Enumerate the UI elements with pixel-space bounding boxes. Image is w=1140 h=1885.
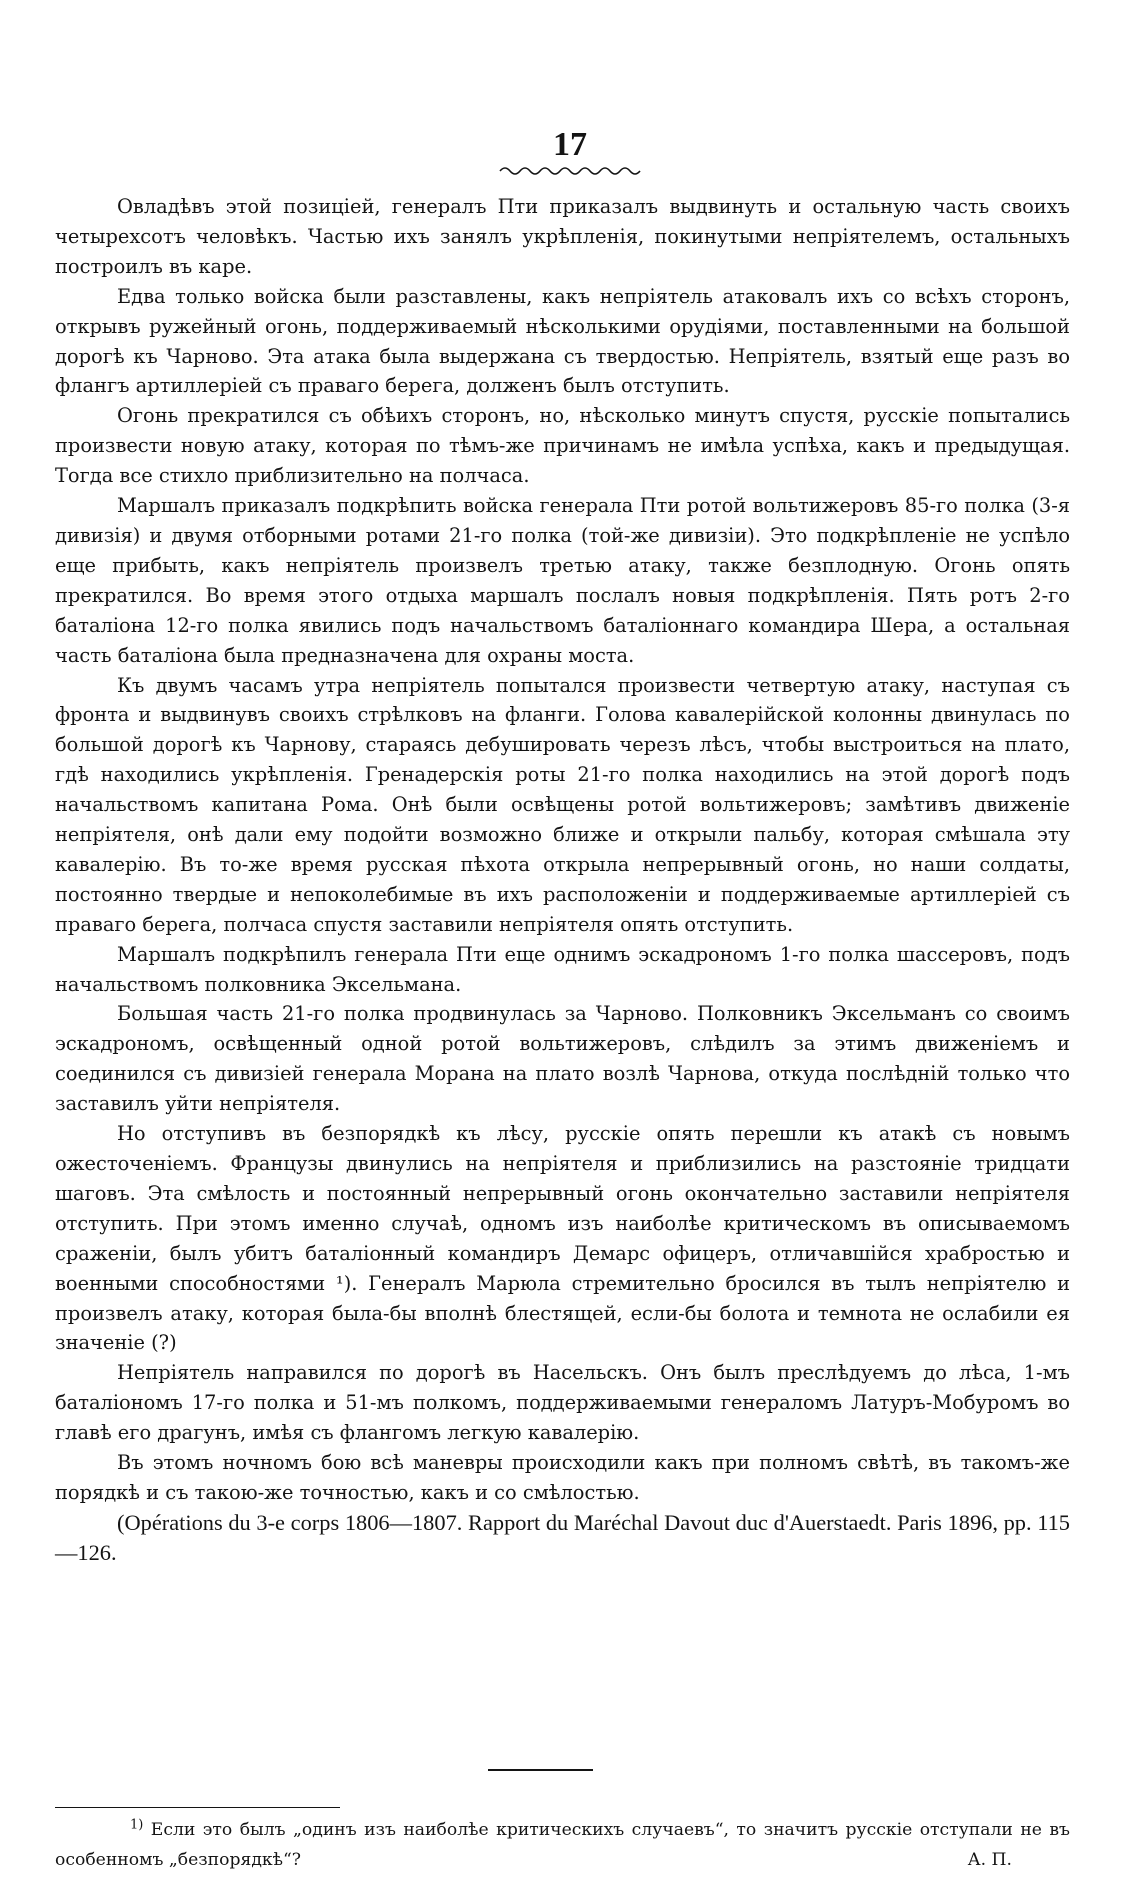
paragraph: Овладѣвъ этой позиціей, генералъ Пти приказалъ выдвинуть и остальную часть своихъ четырехсотъ человѣкъ. Частью ихъ занялъ укрѣпленія, покинутыми непріятелемъ, остальныхъ построилъ въ каре. (55, 195, 1070, 278)
footnote-marker: 1) (130, 1817, 144, 1833)
paragraph: Непріятель направился по дорогѣ въ Насельскъ. Онъ былъ преслѣдуемъ до лѣса, 1-мъ баталіономъ 17-го полка и 51-мъ полкомъ, поддерживаемыми генераломъ Латуръ-Мобуромъ во главѣ его драгунъ, имѣя съ флангомъ легкую кавалерію. (55, 1361, 1070, 1445)
paragraph: Огонь прекратился съ обѣихъ сторонъ, но, нѣсколько минутъ спустя, русскіе попытались произвести новую атаку, которая по тѣмъ-же причинамъ не имѣла успѣха, какъ и предыдущая. Тогда все стихло приблизительно на полчаса. (55, 404, 1070, 488)
paragraph: Къ двумъ часамъ утра непріятель попытался произвести четвертую атаку, наступая съ фронта и выдвинувъ своихъ стрѣлковъ на фланги. Голова кавалерійской колонны двинулась по большой дорогѣ къ Чарнову, стараясь дебушировать черезъ лѣсъ, чтобы выстроиться на плато, гдѣ находились укрѣпленія. Гренадерскія роты 21-го полка находились на этой дорогѣ подъ начальствомъ капитана Рома. Онѣ были освѣщены ротой вольтижеровъ; замѣтивъ движеніе непріятеля, онѣ дали ему подойти возможно ближе и открыли пальбу, которая смѣшала эту кавалерію. Въ то-же время русская пѣхота открыла непрерывный огонь, но наши солдаты, постоянно твердые и непоколебимые въ ихъ расположеніи и поддерживаемые артиллеріей съ праваго берега, полчаса спустя заставили непріятеля опять отступить. (55, 673, 1070, 936)
paragraph: Но отступивъ въ безпорядкѣ къ лѣсу, русскіе опять перешли къ атакѣ съ новымъ ожесточеніемъ. Французы двинулись на непріятеля и приблизились на разстояніе тридцати шаговъ. Эта смѣлость и постоянный непрерывный огонь окончательно заставили непріятеля отступить. При этомъ именно случаѣ, одномъ изъ наиболѣе критическомъ въ описываемомъ сраженіи, былъ убитъ баталіонный командиръ Демарс офицеръ, отличавшійся храбростью и военными способностями ¹). Генералъ Марюла стремительно бросился въ тылъ непріятелю и произвелъ атаку, которая была-бы вполнѣ блестящей, если-бы болота и темнота не ослабили ея значеніе (?) (55, 1122, 1070, 1355)
decorative-wave-ornament (498, 164, 642, 178)
paragraph: Маршалъ подкрѣпилъ генерала Пти еще однимъ эскадрономъ 1-го полка шассеровъ, подъ начальствомъ полковника Эксельмана. (55, 942, 1070, 996)
paragraph: Маршалъ приказалъ подкрѣпить войска генерала Пти ротой вольтижеровъ 85-го полка (3-я дивизія) и двумя отборными ротами 21-го полка (той-же дивизіи). Это подкрѣпленіе не успѣло еще прибыть, какъ непріятель произвелъ третью атаку, также безплодную. Огонь опять прекратился. Во время этого отдыха маршалъ послалъ новыя подкрѣпленія. Пять ротъ 2-го баталіона 12-го полка явились подъ начальствомъ баталіоннаго командира Шера, а остальная часть баталіона была предназначена для охраны моста. (55, 494, 1070, 667)
paragraph: Едва только войска были разставлены, какъ непріятель атаковалъ ихъ со всѣхъ сторонъ, открывъ ружейный огонь, поддерживаемый нѣсколькими орудіями, поставленными на большой дорогѣ къ Чарново. Эта атака была выдержана съ твердостью. Непріятель, взятый еще разъ во флангъ артиллеріей съ праваго берега, долженъ былъ отступить. (55, 284, 1070, 398)
section-divider (488, 1769, 593, 1771)
footnote-signature: А. П. (967, 1850, 1012, 1870)
page-number: 17 (553, 126, 587, 163)
source-citation: (Opérations du 3-e corps 1806—1807. Rapport du Maréchal Davout duc d'Auerstaedt. Paris 1896, pp. 115—126. (55, 1509, 1070, 1565)
footnote-text: Если это былъ „одинъ изъ наиболѣе критическихъ случаевъ“, то значитъ русскіе отступали не въ особенномъ „безпорядкѣ“? (55, 1820, 1070, 1870)
paragraph: Въ этомъ ночномъ бою всѣ маневры происходили какъ при полномъ свѣтѣ, въ такомъ-же порядкѣ и съ такою-же точностью, какъ и со смѣлостью. (55, 1451, 1070, 1504)
body-text (55, 192, 1070, 1568)
paragraph: Большая часть 21-го полка продвинулась за Чарново. Полковникъ Эксельманъ со своимъ эскадрономъ, освѣщенный одной ротой вольтижеровъ, слѣдилъ за этимъ движеніемъ и соединился съ дивизіей генерала Морана на плато возлѣ Чарнова, откуда послѣдній только что заставилъ уйти непріятеля. (55, 1002, 1070, 1116)
footnote (55, 1815, 1070, 1875)
footnote-divider (55, 1807, 340, 1808)
